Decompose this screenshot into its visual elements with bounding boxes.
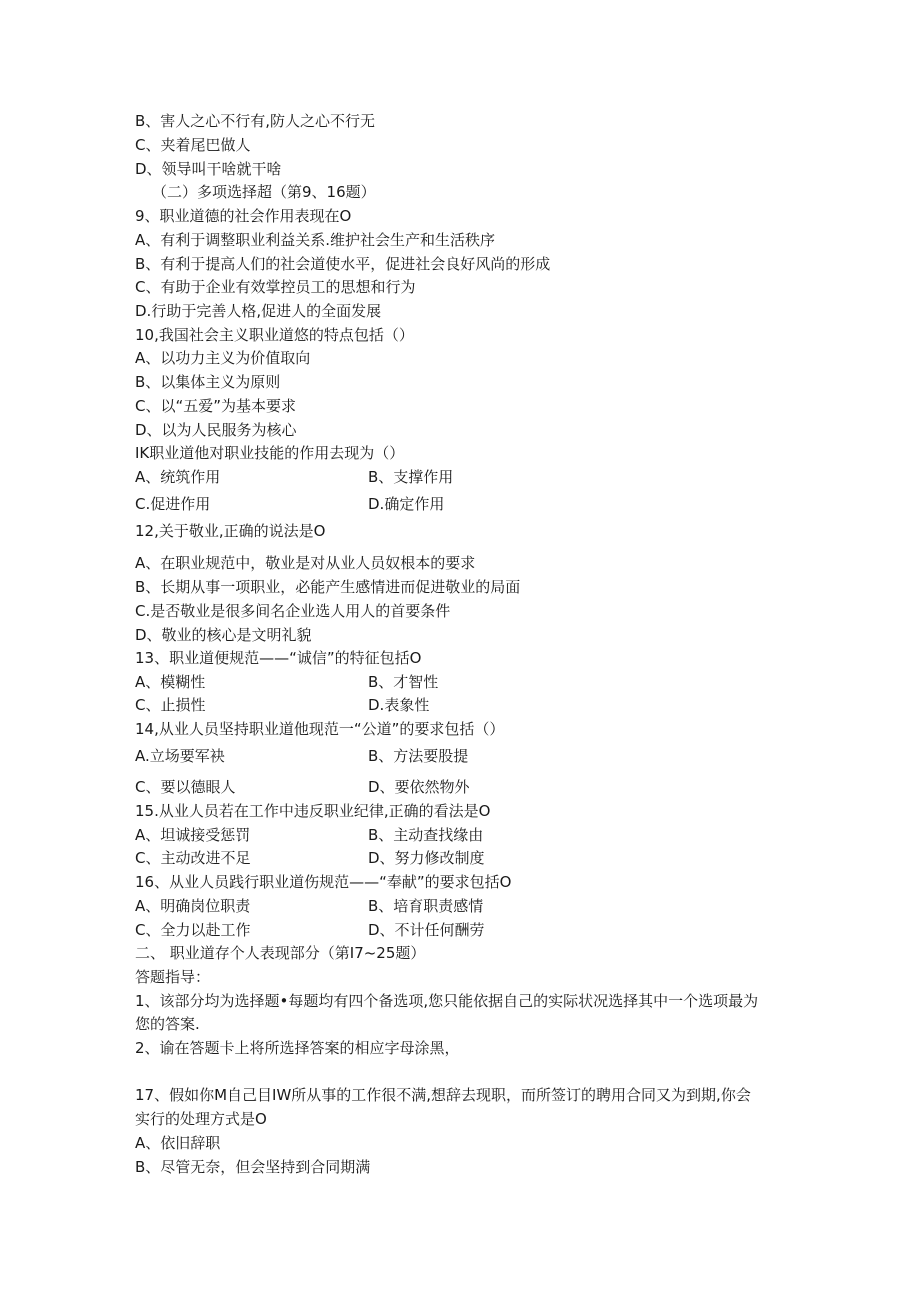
option-line: C、要以德眼人 bbox=[135, 778, 236, 796]
option-line: C、主动改进不足 bbox=[135, 849, 251, 867]
question-line: 实行的处理方式是O bbox=[135, 1110, 267, 1128]
section-heading: （二）多项选择超（第9、16题） bbox=[152, 183, 376, 201]
question-line: 17、假如你M自己目IW所从事的工作很不满,想辞去现职，而所签订的聘用合同又为到期,你会 bbox=[135, 1086, 751, 1104]
instruction-line: 您的答案. bbox=[135, 1015, 200, 1033]
question-line: 15.从业人员若在工作中违反职业纪律,正确的看法是O bbox=[135, 802, 491, 820]
option-line: C、夹着尾巴做人 bbox=[135, 136, 251, 154]
option-line: B、长期从事一项职业，必能产生感情进而促进敬业的局面 bbox=[135, 578, 521, 596]
option-line: D.确定作用 bbox=[368, 495, 445, 513]
question-line: 14,从业人员坚持职业道他现范一“公道”的要求包括（） bbox=[135, 720, 505, 738]
question-line: 9、职业道德的社会作用表现在O bbox=[135, 207, 352, 225]
option-line: A、在职业规范中，敬业是对从业人员奴根本的要求 bbox=[135, 554, 476, 572]
option-line: B、培育职责感情 bbox=[368, 897, 484, 915]
option-line: A、坦诚接受惩罚 bbox=[135, 826, 251, 844]
option-line: D、要依然物外 bbox=[368, 778, 470, 796]
question-line: 12,关于敬业,正确的说法是O bbox=[135, 522, 326, 540]
option-line: C.促进作用 bbox=[135, 495, 211, 513]
option-line: D、以为人民服务为核心 bbox=[135, 421, 297, 439]
instruction-line: 2、谕在答题卡上将所选择答案的相应字母涂黑， bbox=[135, 1039, 460, 1057]
option-line: B、主动查找缘由 bbox=[368, 826, 484, 844]
option-line: D、敬业的核心是文明礼貌 bbox=[135, 626, 312, 644]
option-line: D、领导叫干啥就干啥 bbox=[135, 160, 282, 178]
option-line: D、努力修改制度 bbox=[368, 849, 485, 867]
option-line: A.立场要军袂 bbox=[135, 747, 225, 765]
option-line: A、明确岗位职责 bbox=[135, 897, 251, 915]
option-line: A、有利于调整职业利益关系.维护社会生产和生活秩序 bbox=[135, 231, 496, 249]
option-line: B、以集体主义为原则 bbox=[135, 373, 281, 391]
option-line: C.是否敬业是很多间名企业选人用人的首要条件 bbox=[135, 602, 451, 620]
option-line: D、不计任何酬劳 bbox=[368, 921, 485, 939]
option-line: C、全力以赴工作 bbox=[135, 921, 251, 939]
option-line: A、依旧辞职 bbox=[135, 1134, 221, 1152]
option-line: B、方法要股提 bbox=[368, 747, 469, 765]
option-line: B、有利于提高人们的社会道使水平，促进社会良好风尚的形成 bbox=[135, 255, 551, 273]
section-heading: 二、 职业道存个人表现部分（第I7~25题） bbox=[135, 944, 426, 962]
option-line: D.表象性 bbox=[368, 696, 430, 714]
option-line: B、支撑作用 bbox=[368, 468, 454, 486]
question-line: 10,我国社会主义职业道悠的特点包括（） bbox=[135, 326, 414, 344]
option-line: C、止损性 bbox=[135, 696, 206, 714]
option-line: C、以“五爱”为基本要求 bbox=[135, 397, 297, 415]
option-line: D.行助于完善人格,促进人的全面发展 bbox=[135, 302, 382, 320]
question-line: 13、职业道便规范——“诚信”的特征包括O bbox=[135, 649, 422, 667]
option-line: B、尽管无奈，但会坚持到合同期满 bbox=[135, 1158, 371, 1176]
option-line: A、统筑作用 bbox=[135, 468, 221, 486]
question-line: 16、从业人员践行职业道伤规范——“奉献”的要求包括O bbox=[135, 873, 512, 891]
option-line: B、才智性 bbox=[368, 673, 439, 691]
option-line: A、模糊性 bbox=[135, 673, 206, 691]
instruction-heading: 答题指导： bbox=[135, 968, 211, 986]
question-line: IK职业道他对职业技能的作用去现为（） bbox=[135, 444, 405, 462]
instruction-line: 1、该部分均为选择题•每题均有四个备选项,您只能依据自己的实际状况选择其中一个选项最为 bbox=[135, 992, 759, 1010]
option-line: C、有助于企业有效掌控员工的思想和行为 bbox=[135, 278, 416, 296]
option-line: A、以功力主义为价值取向 bbox=[135, 349, 311, 367]
option-line: B、害人之心不行有,防人之心不行无 bbox=[135, 112, 376, 130]
